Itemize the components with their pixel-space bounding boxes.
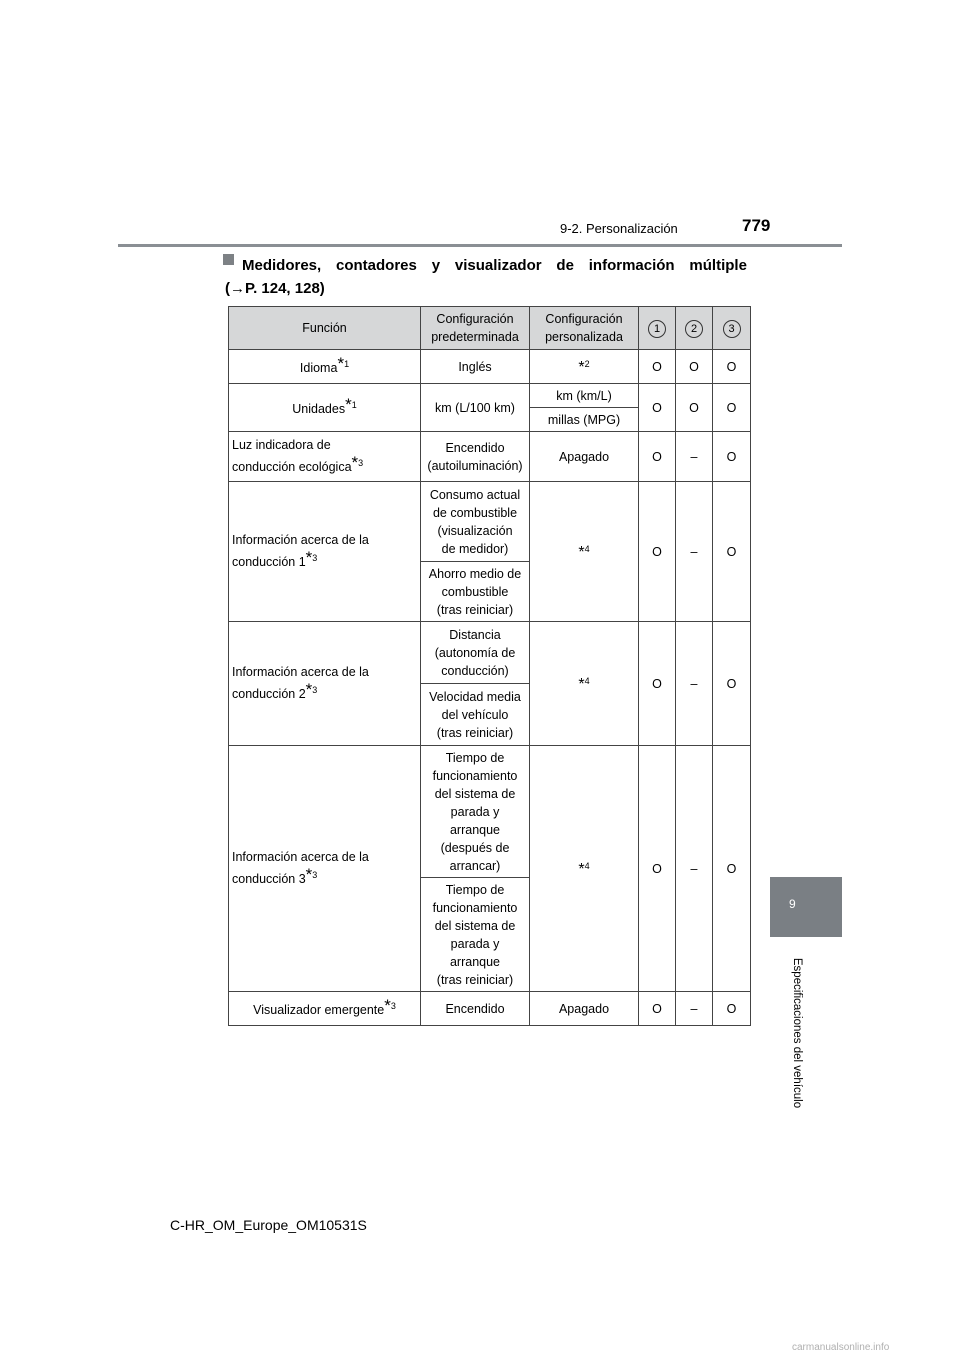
heading-bullet-icon	[223, 254, 234, 265]
table-row: Información acerca de la conducción 2*$^3$ Distancia (autonomía de conducción) *$^4$ O – O	[229, 622, 751, 684]
row-label-info1: Información acerca de la conducción 1*$^3$	[229, 482, 421, 622]
table-row: Tiempo de funcionamiento del sistema de parada y arranque (tras reiniciar)	[229, 878, 751, 992]
header-col-2	[676, 307, 713, 350]
header-col-1	[639, 307, 676, 350]
row-label-info2: Información acerca de la conducción 2*$^3$	[229, 622, 421, 746]
header-custom: Configuración personalizada	[530, 307, 639, 350]
circled-1-icon: 1	[648, 320, 666, 338]
heading-words: Medidores, contadores y visualizador de información múltiple	[242, 257, 747, 274]
row-label-visualizador: Visualizador emergente*$^3$	[229, 992, 421, 1026]
table-row: Visualizador emergente*$^3$ Encendido Apagado O – O	[229, 992, 751, 1026]
table-row: Idioma*$^1$ Inglés *$^2$ O O O	[229, 350, 751, 384]
table-row: millas (MPG)	[229, 408, 751, 432]
watermark: carmanualsonline.info	[792, 1342, 890, 1353]
header-rule	[118, 244, 842, 247]
footer-doc-id: C-HR_OM_Europe_OM10531S	[170, 1217, 367, 1233]
table-row: Información acerca de la conducción 3*$^3$ Tiempo de funcionamiento del sistema de parada y arranque (después de arrancar) *$^4$ O – O	[229, 746, 751, 878]
section-title: 9-2. Personalización	[560, 221, 678, 236]
header-funcion: Función	[229, 307, 421, 350]
table-row: Unidades*$^1$ km (L/100 km) km (km/L) O O O	[229, 384, 751, 408]
table-row: Velocidad media del vehículo (tras reiniciar)	[229, 684, 751, 746]
chapter-label: Especificaciones del vehículo	[791, 957, 803, 1108]
table-row: Información acerca de la conducción 1*$^3$ Consumo actual de combustible (visualización de medidor) *$^4$ O – O	[229, 482, 751, 562]
row-label-luz: Luz indicadora de conducción ecológica*$^3$	[229, 432, 421, 482]
row-label-unidades: Unidades*$^1$	[229, 384, 421, 432]
header-default: Configuración predeterminada	[421, 307, 530, 350]
circled-2-icon: 2	[685, 320, 703, 338]
settings-table	[228, 306, 751, 1026]
row-label-info3: Información acerca de la conducción 3*$^3$	[229, 746, 421, 992]
heading-reference[interactable]: (→P. 124, 128)	[225, 280, 325, 297]
chapter-tab[interactable]	[770, 877, 842, 937]
chapter-number: 9	[789, 897, 796, 911]
section-heading	[223, 254, 747, 300]
table-row: Ahorro medio de combustible (tras reiniciar)	[229, 562, 751, 622]
circled-3-icon: 3	[723, 320, 741, 338]
table-header-row	[229, 307, 751, 350]
table-row: Luz indicadora de conducción ecológica*$^3$ Encendido (autoiluminación) Apagado O – O	[229, 432, 751, 482]
header-col-3	[713, 307, 751, 350]
row-label-idioma: Idioma*$^1$	[229, 350, 421, 384]
page-number: 779	[742, 216, 771, 235]
